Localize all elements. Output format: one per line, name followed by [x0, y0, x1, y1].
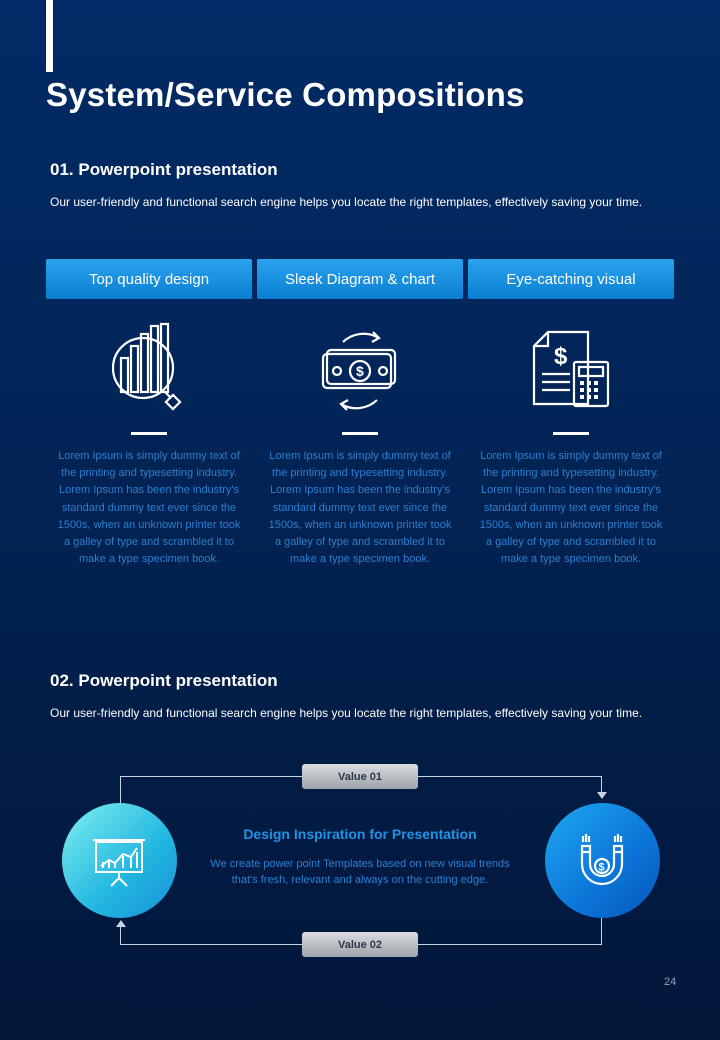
column3-divider [553, 432, 589, 435]
tab-eye-catching-visual[interactable]: Eye-catching visual [468, 259, 674, 299]
value-02-label: Value 02 [302, 932, 418, 957]
section2-heading: 02. Powerpoint presentation [50, 671, 278, 690]
page-title: System/Service Compositions [46, 76, 525, 113]
column1-divider [131, 432, 167, 435]
value-01-label: Value 01 [302, 764, 418, 789]
section2-description: Our user-friendly and functional search engine helps you locate the right templates, effectively saving your time. [50, 706, 643, 720]
magnet-dollar-icon [572, 830, 632, 890]
design-inspiration-title: Design Inspiration for Presentation [243, 826, 477, 842]
column2-divider [342, 432, 378, 435]
arrow-up-icon [116, 920, 126, 927]
presentation-board-icon [89, 830, 149, 890]
magnet-circle [545, 803, 660, 918]
title-accent-bar [46, 0, 53, 72]
page-number: 24 [664, 976, 677, 988]
tab-sleek-diagram-chart[interactable]: Sleek Diagram & chart [257, 259, 463, 299]
svg-text:$: $ [598, 861, 605, 874]
svg-text:$: $ [356, 363, 364, 379]
section1-description: Our user-friendly and functional search engine helps you locate the right templates, effectively saving your time. [50, 195, 643, 209]
column2-text: Lorem Ipsum is simply dummy text of the printing and typesetting industry. Lorem Ipsum has been the industry's standard dummy text ever since the 1500s, when an unknown printer took a galley of type and scrambled it to make a type specimen book. [268, 450, 452, 566]
money-exchange-icon [315, 320, 405, 415]
tab-top-quality-design[interactable]: Top quality design [46, 259, 252, 299]
svg-text:$: $ [554, 343, 568, 370]
flow-line-bottom-right [601, 918, 602, 945]
bar-chart-magnifier-icon [105, 320, 195, 415]
section1-heading: 01. Powerpoint presentation [50, 160, 278, 179]
flow-line-bottom-left [120, 926, 121, 945]
column3-text: Lorem Ipsum is simply dummy text of the printing and typesetting industry. Lorem Ipsum has been the industry's standard dummy text ever since the 1500s, when an unknown printer took a galley of type and scrambled it to make a type specimen book. [479, 450, 663, 566]
arrow-down-icon [597, 792, 607, 799]
presentation-circle [62, 803, 177, 918]
design-inspiration-text: We create power point Templates based on new visual trends that's fresh, relevant and always on the cutting edge. [210, 858, 510, 886]
flow-line-top-left [120, 776, 121, 806]
invoice-calculator-icon [526, 320, 616, 415]
column1-text: Lorem Ipsum is simply dummy text of the printing and typesetting industry. Lorem Ipsum has been the industry's standard dummy text ever since the 1500s, when an unknown printer took a galley of type and scrambled it to make a type specimen book. [57, 450, 241, 566]
